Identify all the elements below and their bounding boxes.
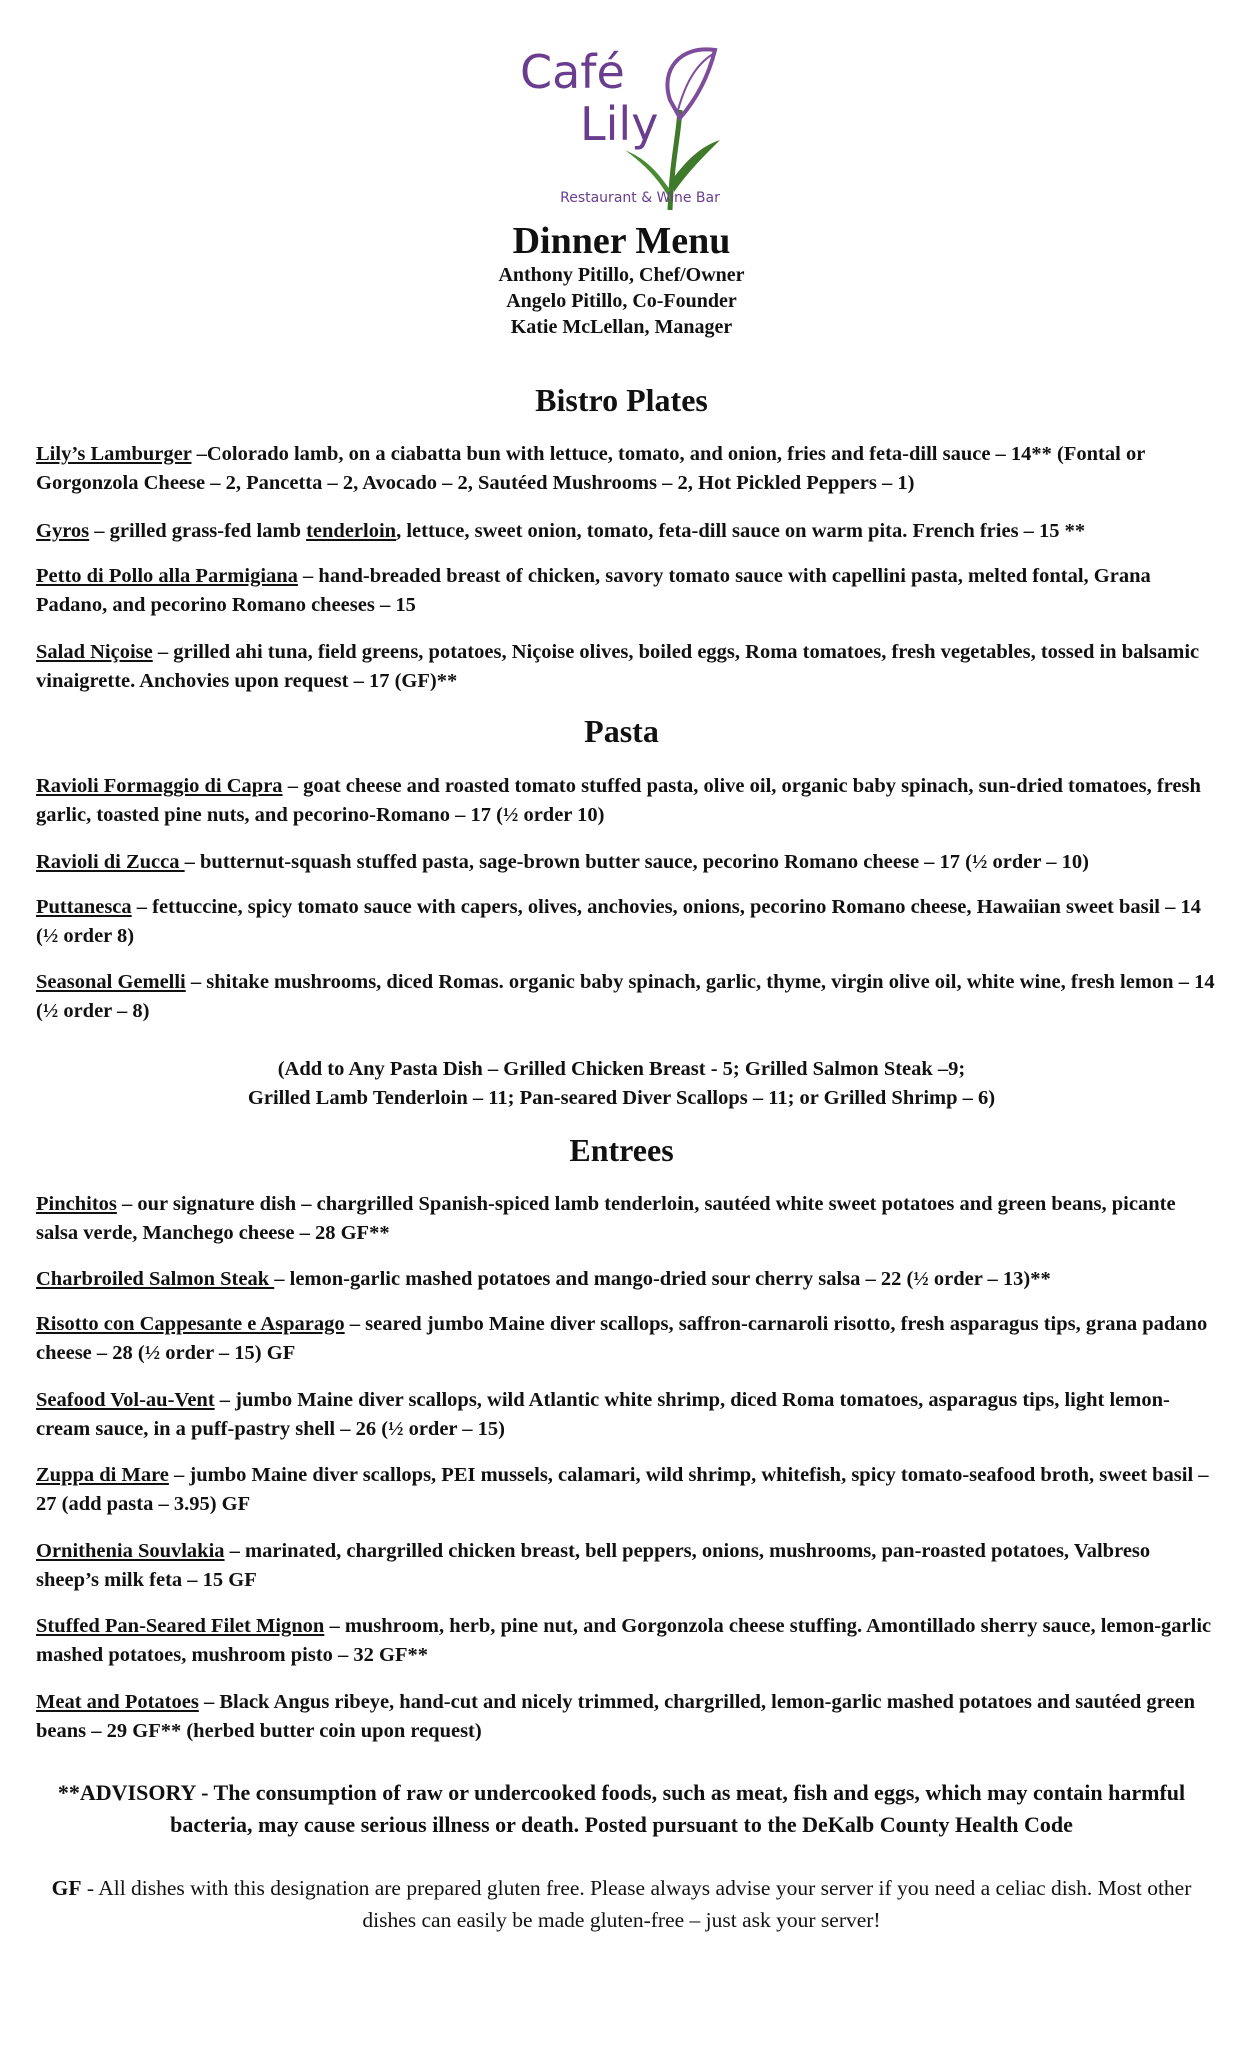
menu-item — [36, 1310, 1216, 1368]
item-name: Meat and Potatoes — [36, 1691, 199, 1713]
menu-item — [36, 1537, 1216, 1595]
item-description: – fettuccine, spicy tomato sauce with capers, olives, anchovies, onions, pecorino Romano cheese, Hawaiian sweet basil – 14 (½ order 8) — [36, 896, 1201, 947]
gf-label: GF — [51, 1876, 82, 1900]
menu-item — [36, 1461, 1216, 1519]
menu-header — [0, 220, 1243, 340]
staff-line: Katie McLellan, Manager — [510, 316, 733, 338]
item-description: – grilled grass-fed lamb — [89, 520, 307, 542]
item-name: Risotto con Cappesante e Asparago — [36, 1313, 345, 1335]
section-heading-bistro: Bistro Plates — [535, 382, 708, 418]
item-description: –Colorado lamb, on a ciabatta bun with lettuce, tomato, and onion, fries and feta-dill sauce – 14** (Fontal or Gorgonzola Cheese – 2, Pancetta – 2, Avocado – 2, Sautéed Mushrooms – 2, Hot Pickled Peppers – 1) — [36, 443, 1145, 494]
menu-item — [36, 772, 1216, 830]
logo-tagline: Restaurant & Wine Bar — [560, 190, 720, 206]
menu-item — [36, 1265, 1216, 1294]
gluten-free-note — [36, 1872, 1207, 1936]
health-advisory: **ADVISORY - The consumption of raw or undercooked foods, such as meat, fish and eggs, which may contain harmful bacteria, may cause serious illness or death. Posted pursuant to the DeKalb County Health Code — [57, 1780, 1186, 1837]
section-heading-pasta: Pasta — [584, 713, 659, 749]
menu-item — [36, 893, 1216, 951]
menu-item — [36, 562, 1216, 620]
item-description: – butternut-squash stuffed pasta, sage-brown butter sauce, pecorino Romano cheese – 17 (½ order – 10) — [184, 851, 1089, 873]
item-description: – seared jumbo Maine diver scallops, saffron-carnaroli risotto, fresh asparagus tips, grana padano cheese – 28 (½ order – 15) GF — [36, 1313, 1208, 1364]
item-description: , lettuce, sweet onion, tomato, feta-dill sauce on warm pita. French fries – 15 ** — [396, 520, 1086, 542]
item-description: – hand-breaded breast of chicken, savory tomato sauce with capellini pasta, melted fontal, Grana Padano, and pecorino Romano cheeses – 15 — [36, 565, 1151, 616]
item-name: Petto di Pollo alla Parmigiana — [36, 565, 298, 587]
item-name: Charbroiled Salmon Steak — [36, 1268, 275, 1290]
staff-line: Angelo Pitillo, Co-Founder — [506, 290, 737, 312]
menu-item — [36, 638, 1216, 696]
item-name: Stuffed Pan-Seared Filet Mignon — [36, 1615, 325, 1637]
item-description: – jumbo Maine diver scallops, wild Atlantic white shrimp, diced Roma tomatoes, asparagus tips, light lemon-cream sauce, in a puff-pastry shell – 26 (½ order – 15) — [36, 1389, 1170, 1440]
menu-item — [36, 968, 1216, 1026]
logo-lily-text: Lily — [580, 97, 659, 151]
item-description: – our signature dish – chargrilled Spanish-spiced lamb tenderloin, sautéed white sweet potatoes and green beans, picante salsa verde, Manchego cheese – 28 GF** — [36, 1193, 1176, 1244]
item-name: Seafood Vol-au-Vent — [36, 1389, 215, 1411]
item-description: – jumbo Maine diver scallops, PEI mussels, calamari, wild shrimp, whitefish, spicy tomato-seafood broth, sweet basil – 27 (add pasta – 3.95) GF — [36, 1464, 1209, 1515]
page-title: Dinner Menu — [512, 220, 731, 262]
cafe-lily-logo — [520, 40, 760, 220]
addon-line: Grilled Lamb Tenderloin – 11; Pan-seared Diver Scallops – 11; or Grilled Shrimp – 6) — [247, 1087, 996, 1109]
logo-cafe-text: Café — [520, 45, 625, 99]
item-name: Zuppa di Mare — [36, 1464, 169, 1486]
item-description: – marinated, chargrilled chicken breast, bell peppers, onions, mushrooms, pan-roasted potatoes, Valbreso sheep’s milk feta – 15 GF — [36, 1540, 1151, 1591]
item-description: – mushroom, herb, pine nut, and Gorgonzola cheese stuffing. Amontillado sherry sauce, lemon-garlic mashed potatoes, mushroom pisto – 32 GF** — [36, 1615, 1212, 1666]
menu-item — [36, 440, 1216, 498]
menu-item — [36, 1688, 1216, 1746]
item-name: Ornithenia Souvlakia — [36, 1540, 225, 1562]
menu-item — [36, 1612, 1216, 1670]
menu-item — [36, 1386, 1216, 1444]
item-name: Salad Niçoise — [36, 641, 153, 663]
item-name: Lily’s Lamburger — [36, 443, 192, 465]
item-description: – Black Angus ribeye, hand-cut and nicely trimmed, chargrilled, lemon-garlic mashed potatoes and sautéed green beans – 29 GF** (herbed butter coin upon request) — [36, 1691, 1195, 1742]
menu-item — [36, 848, 1216, 877]
item-name: Gyros — [36, 520, 90, 542]
section-heading-entrees: Entrees — [569, 1132, 674, 1168]
item-description-underlined: tenderloin — [306, 520, 397, 542]
item-name: Ravioli Formaggio di Capra — [36, 775, 283, 797]
menu-item — [36, 517, 1216, 546]
addon-line: (Add to Any Pasta Dish – Grilled Chicken Breast - 5; Grilled Salmon Steak –9; — [277, 1058, 966, 1080]
item-name: Ravioli di Zucca — [36, 851, 185, 873]
item-description: – shitake mushrooms, diced Romas. organic baby spinach, garlic, thyme, virgin olive oil, white wine, fresh lemon – 14 (½ order – 8) — [36, 971, 1215, 1022]
item-name: Seasonal Gemelli — [36, 971, 186, 993]
gf-note-text: - All dishes with this designation are prepared gluten free. Please always advise your server if you need a celiac dish. Most other dishes can easily be made gluten-free – just ask your server! — [81, 1876, 1192, 1932]
item-name: Puttanesca — [36, 896, 132, 918]
item-description: – goat cheese and roasted tomato stuffed pasta, olive oil, organic baby spinach, sun-dried tomatoes, fresh garlic, toasted pine nuts, and pecorino-Romano – 17 (½ order 10) — [36, 775, 1201, 826]
item-description: – lemon-garlic mashed potatoes and mango-dried sour cherry salsa – 22 (½ order – 13)** — [274, 1268, 1051, 1290]
item-name: Pinchitos — [36, 1193, 117, 1215]
item-description: – grilled ahi tuna, field greens, potatoes, Niçoise olives, boiled eggs, Roma tomatoes, fresh vegetables, tossed in balsamic vinaigrette. Anchovies upon request – 17 (GF)** — [36, 641, 1200, 692]
staff-line: Anthony Pitillo, Chef/Owner — [498, 264, 745, 286]
pasta-addon-note — [0, 1055, 1243, 1113]
menu-item — [36, 1190, 1216, 1248]
